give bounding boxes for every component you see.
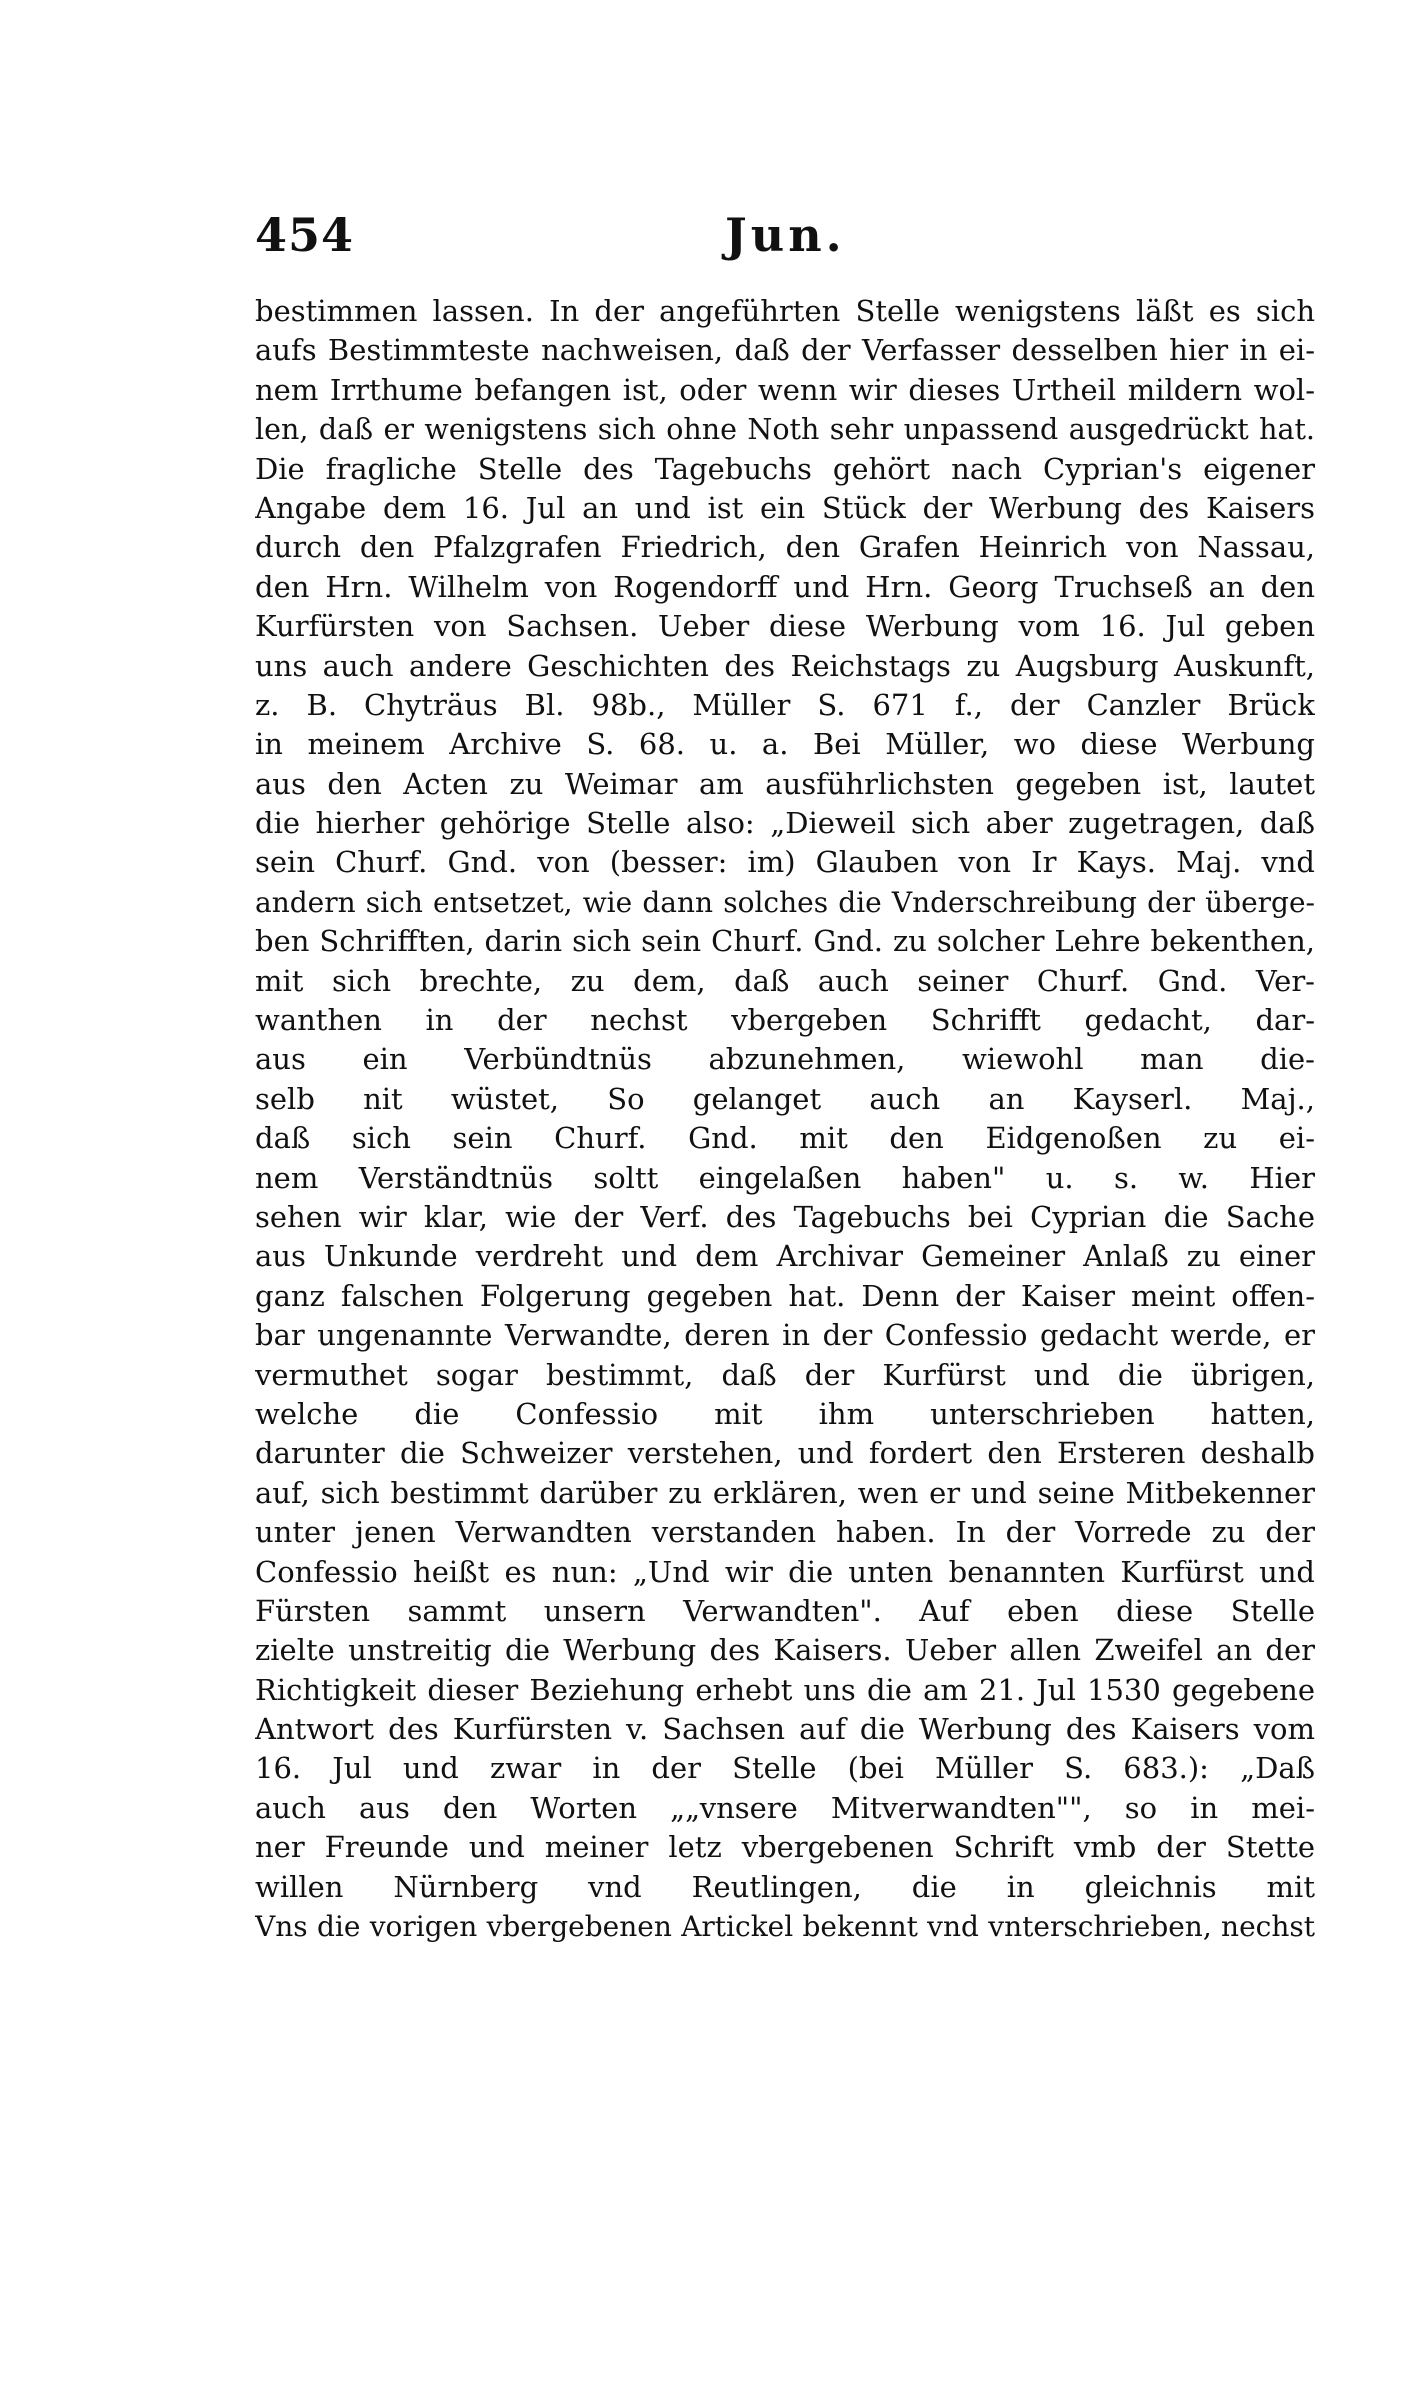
text-line: die hierher gehörige Stelle also: „Dieweil sich aber zugetragen, daß <box>255 806 1315 841</box>
text-line: Fürsten sammt unsern Verwandten". Auf eben diese Stelle <box>255 1593 1315 1628</box>
body-text <box>255 292 1315 1946</box>
text-line: darunter die Schweizer verstehen, und fordert den Ersteren deshalb <box>255 1436 1315 1471</box>
text-line: zielte unstreitig die Werbung des Kaisers. Ueber allen Zweifel an der <box>255 1633 1315 1668</box>
text-line: welche die Confessio mit ihm unterschrieben hatten, <box>255 1396 1315 1431</box>
text-line: 16. Jul und zwar in der Stelle (bei Müller S. 683.): „Daß <box>255 1751 1315 1786</box>
text-line: auf, sich bestimmt darüber zu erklären, wen er und seine Mitbekenner <box>255 1475 1315 1510</box>
text-line: ben Schrifften, darin sich sein Churf. Gnd. zu solcher Lehre bekenthen, <box>255 924 1315 959</box>
text-line: in meinem Archive S. 68. u. a. Bei Müller, wo diese Werbung <box>255 727 1315 762</box>
text-line: mit sich brechte, zu dem, daß auch seiner Churf. Gnd. Ver- <box>255 963 1315 998</box>
text-line: nem Verständtnüs soltt eingelaßen haben" u. s. w. Hier <box>255 1160 1315 1195</box>
text-line: Vns die vorigen vbergebenen Artickel bekennt vnd vnterschrieben, nechst <box>255 1910 1315 1944</box>
text-line: Antwort des Kurfürsten v. Sachsen auf die Werbung des Kaisers vom <box>255 1712 1315 1747</box>
text-line: len, daß er wenigstens sich ohne Noth sehr unpassend ausgedrückt hat. <box>255 413 1315 447</box>
text-line: vermuthet sogar bestimmt, daß der Kurfürst und die übrigen, <box>255 1357 1315 1392</box>
text-line: andern sich entsetzet, wie dann solches die Vnderschreibung der überge- <box>255 885 1315 919</box>
text-line: Angabe dem 16. Jul an und ist ein Stück der Werbung des Kaisers <box>255 490 1315 525</box>
text-line: durch den Pfalzgrafen Friedrich, den Grafen Heinrich von Nassau, <box>255 530 1315 565</box>
text-line: aufs Bestimmteste nachweisen, daß der Verfasser desselben hier in ei- <box>255 333 1315 368</box>
text-line: bar ungenannte Verwandte, deren in der Confessio gedacht werde, er <box>255 1318 1315 1353</box>
text-line: sehen wir klar, wie der Verf. des Tagebuchs bei Cyprian die Sache <box>255 1199 1315 1234</box>
text-line: Richtigkeit dieser Beziehung erhebt uns die am 21. Jul 1530 gegebene <box>255 1672 1315 1707</box>
text-line: z. B. Chyträus Bl. 98b., Müller S. 671 f., der Canzler Brück <box>255 687 1315 722</box>
text-line: sein Churf. Gnd. von (besser: im) Glauben von Ir Kays. Maj. vnd <box>255 845 1315 880</box>
text-line: bestimmen lassen. In der angeführten Stelle wenigstens läßt es sich <box>255 294 1315 328</box>
page-header <box>255 208 1335 268</box>
text-line: aus den Acten zu Weimar am ausführlichsten gegeben ist, lautet <box>255 766 1315 801</box>
text-line: selb nit wüstet, So gelanget auch an Kayserl. Maj., <box>255 1081 1315 1116</box>
text-line: Confessio heißt es nun: „Und wir die unten benannten Kurfürst und <box>255 1554 1315 1589</box>
text-line: ganz falschen Folgerung gegeben hat. Denn der Kaiser meint offen- <box>255 1278 1315 1313</box>
text-line: Die fragliche Stelle des Tagebuchs gehört nach Cyprian's eigener <box>255 451 1315 486</box>
text-line: aus ein Verbündtnüs abzunehmen, wiewohl man die- <box>255 1042 1315 1077</box>
text-line: ner Freunde und meiner letz vbergebenen Schrift vmb der Stette <box>255 1830 1315 1865</box>
text-line: nem Irrthume befangen ist, oder wenn wir dieses Urtheil mildern wol- <box>255 372 1315 407</box>
text-line: daß sich sein Churf. Gnd. mit den Eidgenoßen zu ei- <box>255 1121 1315 1156</box>
running-head: Jun. <box>725 208 846 262</box>
text-line: uns auch andere Geschichten des Reichstags zu Augsburg Auskunft, <box>255 648 1315 683</box>
text-line: Kurfürsten von Sachsen. Ueber diese Werbung vom 16. Jul geben <box>255 609 1315 644</box>
text-line: wanthen in der nechst vbergeben Schrifft gedacht, dar- <box>255 1003 1315 1038</box>
text-line: willen Nürnberg vnd Reutlingen, die in gleichnis mit <box>255 1869 1315 1904</box>
text-line: den Hrn. Wilhelm von Rogendorff und Hrn. Georg Truchseß an den <box>255 569 1315 604</box>
page-number: 454 <box>255 208 355 262</box>
text-line: auch aus den Worten „„vnsere Mitverwandten"", so in mei- <box>255 1790 1315 1825</box>
text-line: aus Unkunde verdreht und dem Archivar Gemeiner Anlaß zu einer <box>255 1239 1315 1274</box>
text-line: unter jenen Verwandten verstanden haben. In der Vorrede zu der <box>255 1515 1315 1550</box>
